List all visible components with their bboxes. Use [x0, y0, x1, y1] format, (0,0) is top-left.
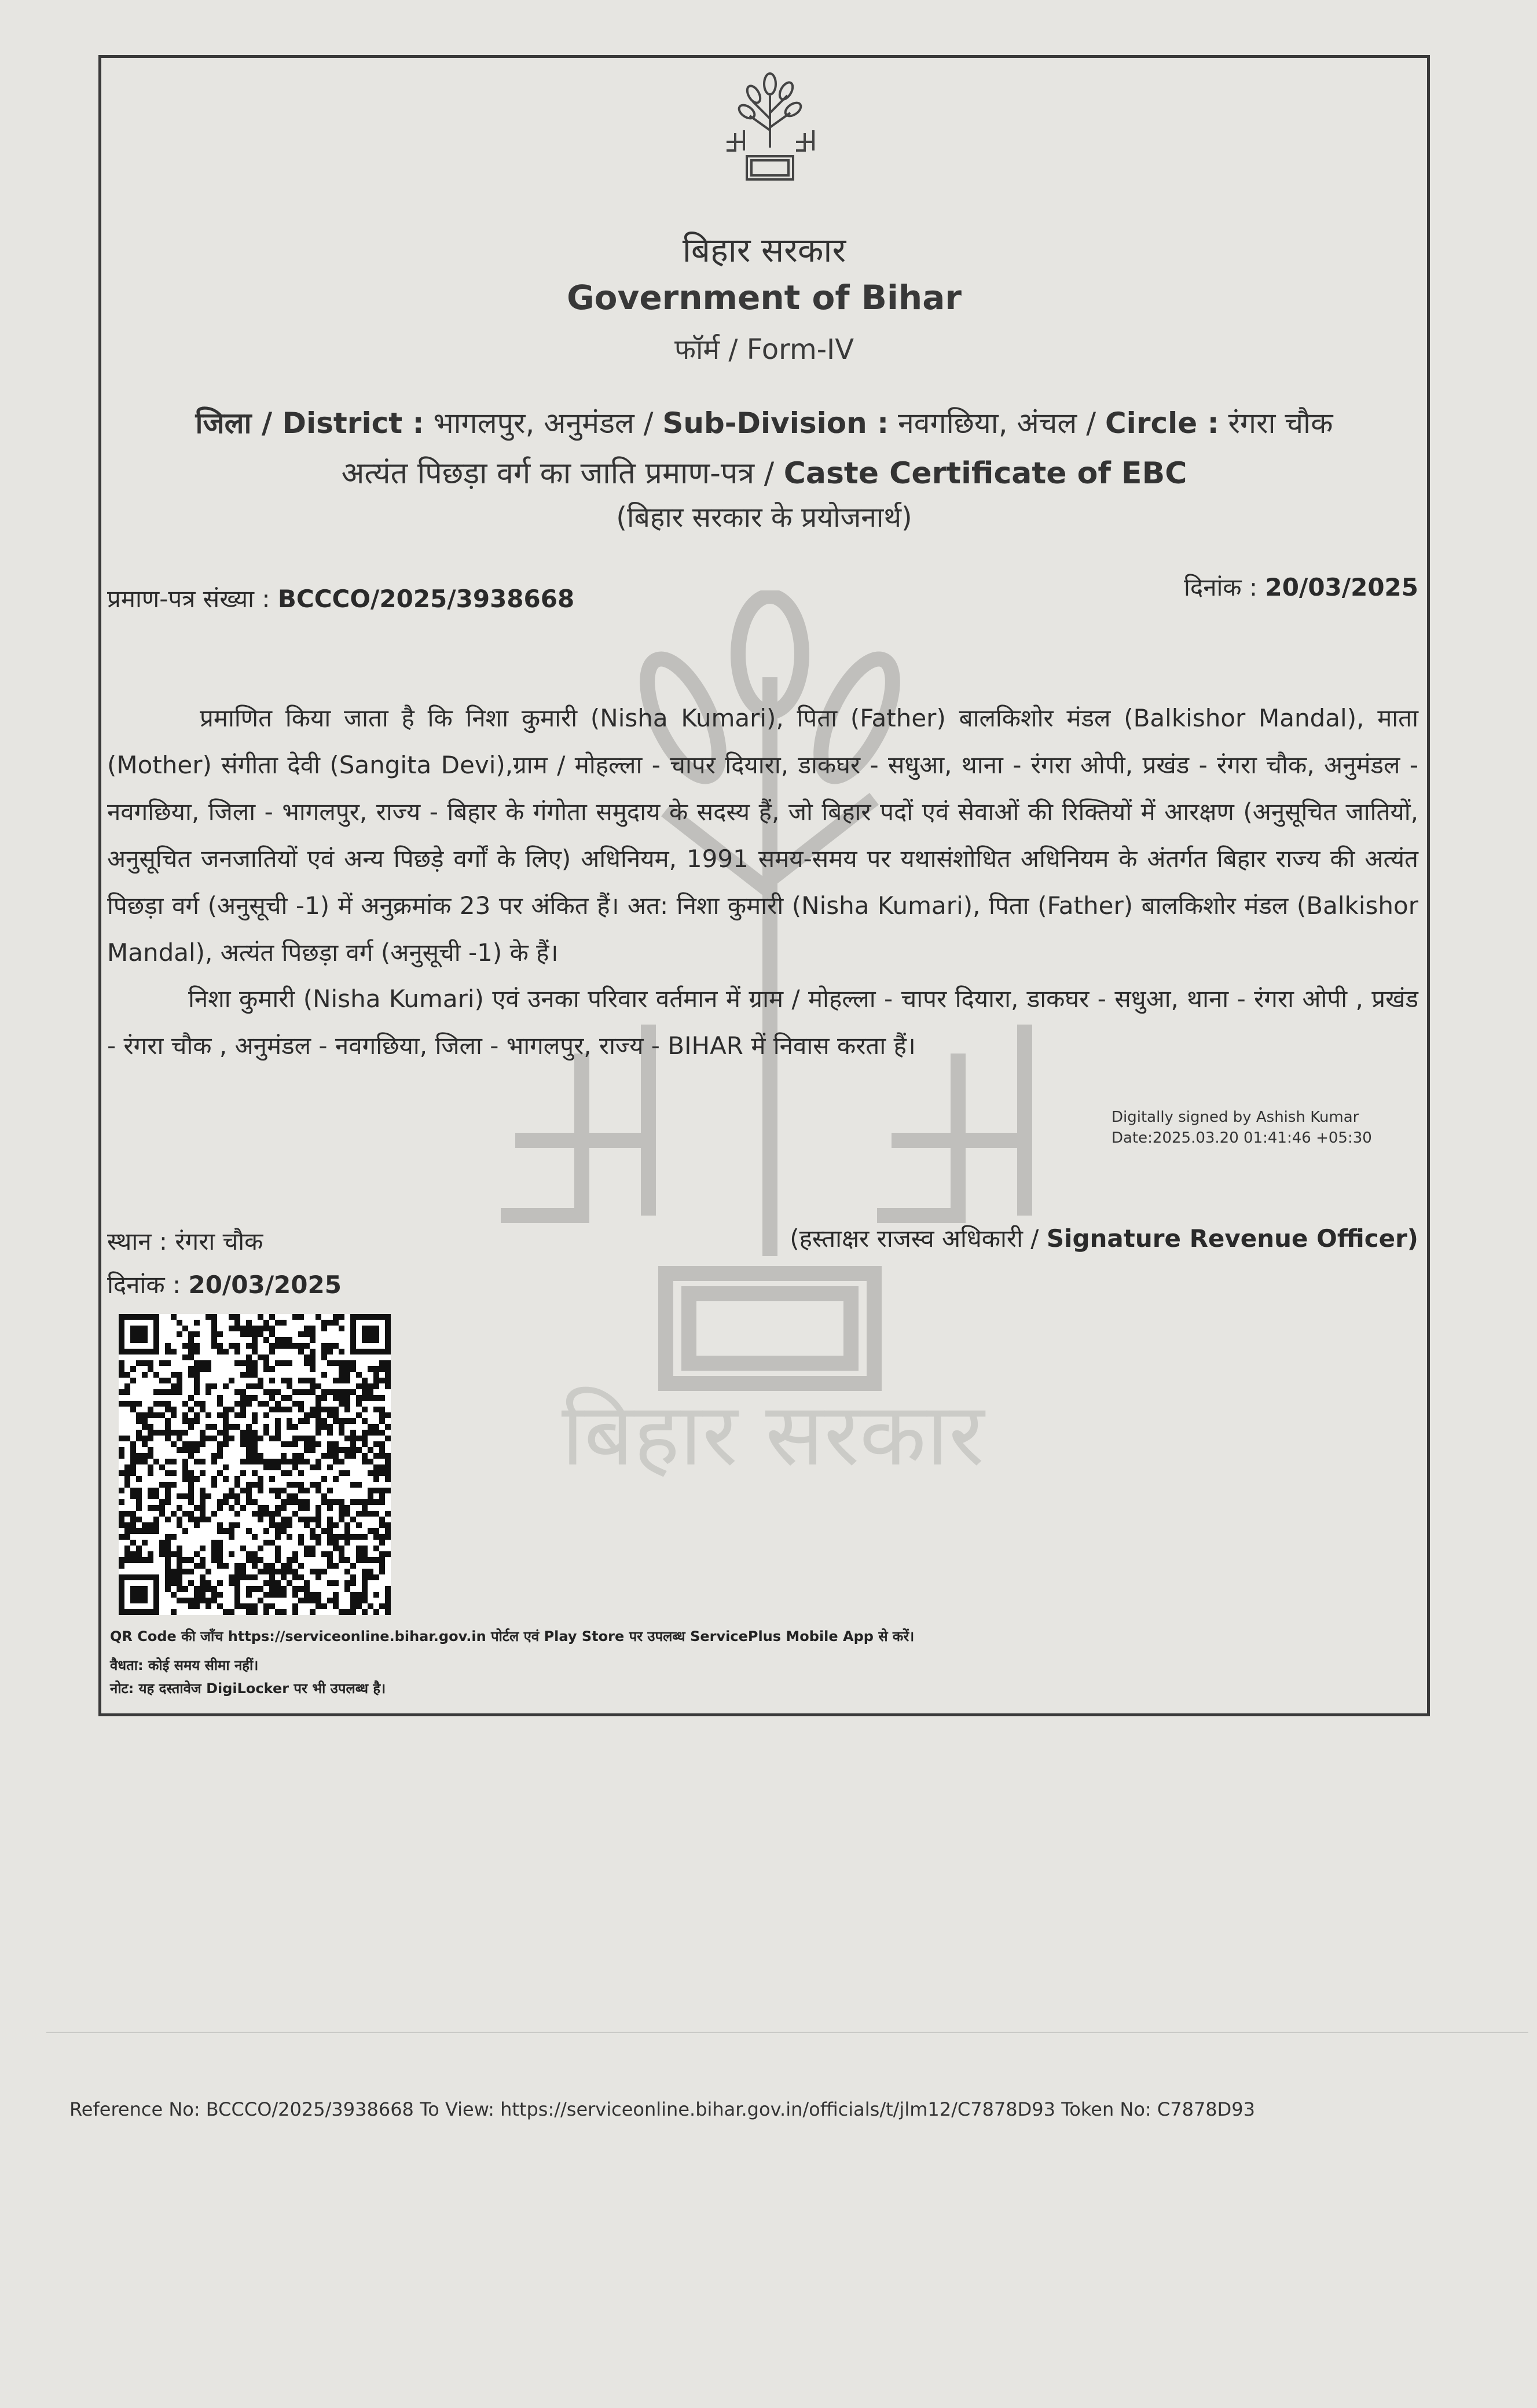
signature-caption-hindi: (हस्ताक्षर राजस्व अधिकारी / [790, 1224, 1047, 1253]
certificate-title-english: Caste Certificate of EBC [783, 456, 1187, 491]
signing-date-value: 20/03/2025 [188, 1271, 342, 1299]
signing-date [107, 1268, 342, 1301]
district-value: भागलपुर, अनुमंडल / [424, 406, 663, 440]
reference-line: Reference No: BCCCO/2025/3938668 To View: https://serviceonline.bihar.gov.in/officials/t/jlm12/C7878D93 Token No: C7878D93 [69, 2098, 1256, 2120]
govt-title-english: Government of Bihar [567, 278, 962, 317]
validity-note: वैधता: कोई समय सीमा नहीं। [110, 1657, 259, 1673]
qr-verification-note: QR Code की जाँच https://serviceonline.bihar.gov.in पोर्टल एवं Play Store पर उपलब्ध ServicePlus Mobile App से करें। [110, 1628, 915, 1645]
issue-date [1184, 570, 1418, 603]
certificate-number-value: BCCCO/2025/3938668 [277, 585, 575, 613]
certificate-title-hindi: अत्यंत पिछड़ा वर्ग का जाति प्रमाण-पत्र / [341, 456, 784, 491]
district-label: जिला / District : [195, 406, 424, 440]
digital-signature-signer: Digitally signed by Ashish Kumar [1112, 1108, 1359, 1126]
jurisdiction-line [98, 402, 1430, 442]
circle-value: रंगरा चौक [1219, 406, 1333, 440]
certificate-body-paragraph-1: प्रमाणित किया जाता है कि निशा कुमारी (Nisha Kumari), पिता (Father) बालकिशोर मंडल (Balkishor Mandal), माता (Mother) संगीता देवी (Sangita Devi),ग्राम / मोहल्ला - चापर दियारा, डाकघर - सधुआ, थाना - रंगरा ओपी, प्रखंड - रंगरा चौक, अनुमंडल - नवगछिया, जिला - भागलपुर, राज्य - बिहार के गंगोता समुदाय के सदस्य हैं, जो बिहार पदों एवं सेवाओं की रिक्तियों में आरक्षण (अनुसूचित जातियों, अनुसूचित जनजातियों एवं अन्य पिछड़े वर्गों के लिए) अधिनियम, 1991 समय-समय पर यथासंशोधित अधिनियम के अंतर्गत बिहार राज्य की अत्यंत पिछड़ा वर्ग (अनुसूची -1) में अनुक्रमांक 23 पर अंकित हैं। अत: निशा कुमारी (Nisha Kumari), पिता (Father) बालकिशोर मंडल (Balkishor Mandal), अत्यंत पिछड़ा वर्ग (अनुसूची -1) के हैं। [107, 704, 1418, 967]
subdivision-label: Sub-Division : [662, 406, 889, 440]
qr-code[interactable] [119, 1314, 391, 1615]
bihar-emblem-icon [718, 61, 822, 191]
certificate-number [107, 582, 574, 615]
form-number: फॉर्म / Form-IV [674, 333, 854, 366]
subdivision-value: नवगछिया, अंचल / [889, 406, 1105, 440]
govt-title-hindi: बिहार सरकार [682, 230, 846, 270]
digilocker-note: नोट: यह दस्तावेज DigiLocker पर भी उपलब्ध है। [110, 1680, 386, 1697]
place: स्थान : रंगरा चौक [107, 1227, 263, 1256]
certificate-body-paragraph-2: निशा कुमारी (Nisha Kumari) एवं उनका परिवार वर्तमान में ग्राम / मोहल्ला - चापर दियारा, डाकघर - सधुआ, थाना - रंगरा ओपी , प्रखंड - रंगरा चौक , अनुमंडल - नवगछिया, जिला - भागलपुर, राज्य - BIHAR में निवास करता हैं। [107, 985, 1418, 1060]
circle-label: Circle : [1105, 406, 1219, 440]
certificate-title [98, 452, 1430, 493]
footer-divider [46, 2032, 1528, 2033]
certificate-number-label: प्रमाण-पत्र संख्या : [107, 585, 278, 613]
signing-date-label: दिनांक : [107, 1271, 189, 1299]
signature-caption-english: Signature Revenue Officer) [1046, 1224, 1418, 1253]
certificate-purpose: (बिहार सरकार के प्रयोजनार्थ) [616, 501, 912, 534]
digital-signature [1112, 1107, 1372, 1148]
signature-caption [790, 1221, 1418, 1254]
issue-date-label: दिनांक : [1184, 573, 1265, 601]
issue-date-value: 20/03/2025 [1265, 573, 1418, 601]
digital-signature-date: Date:2025.03.20 01:41:46 +05:30 [1112, 1129, 1372, 1147]
watermark-text: बिहार सरकार [561, 1385, 985, 1485]
